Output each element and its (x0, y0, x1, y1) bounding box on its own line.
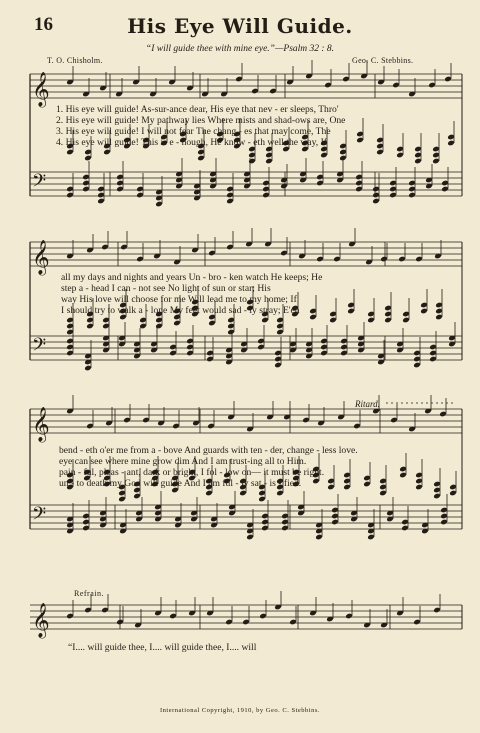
hymn-title: His Eye Will Guide. (127, 14, 353, 38)
scripture-epigraph: “I will guide thee with mine eye.”—Psalm 32 : 8. (145, 44, 335, 54)
lyricist-credit: T. O. Chisholm. (47, 56, 103, 65)
lyric-line: pain - ful, pleas - ant, dark or bright, I fol - low on— it must be right. (59, 467, 325, 478)
lyric-line: I should try to walk a - lone My feet would sad - ly stray; E'en (61, 305, 300, 316)
page-number: 16 (34, 14, 53, 35)
lyric-line: un - to death my God will guide And I am ful - ly sat - is - fied. (59, 478, 302, 489)
ritard-marking: Ritard. (355, 399, 380, 409)
treble-clef-icon: 𝄞 (32, 603, 50, 638)
composer-credit: Geo. C. Stebbins. (352, 56, 414, 65)
refrain-label: Refrain. (74, 589, 104, 598)
lyric-line: 3. His eye will guide! I will not fear The chang - es that may come, The (56, 126, 331, 137)
bass-clef-icon: 𝄢 (32, 171, 47, 196)
lyric-line: 4. His eye will guide! This is e - nough, He know - eth well the way, If (56, 137, 327, 148)
treble-clef-icon: 𝄞 (32, 240, 50, 275)
lyric-line: step a - head I can - not see No light of sun or star; His (61, 283, 271, 294)
lyric-line: way His love will choose for me Will lead me to my home; If (61, 294, 297, 305)
bass-clef-icon: 𝄢 (32, 335, 47, 360)
lyric-line: 1. His eye will guide! As-sur-ance dear, His eye that nev - er sleeps, Thro' (56, 104, 339, 115)
lyric-line: all my days and nights and years Un - bro - ken watch He keeps; He (61, 272, 323, 283)
lyric-line: eye can see where mine grow dim And I am trust-ing all to Him. (59, 456, 307, 467)
lyric-line: “I.... will guide thee, I.... will guide thee, I.... will (68, 642, 257, 653)
treble-clef-icon: 𝄞 (32, 407, 50, 442)
treble-clef-icon: 𝄞 (32, 72, 50, 107)
bass-clef-icon: 𝄢 (32, 504, 47, 529)
copyright-notice: International Copyright, 1910, by Geo. C. Stebbins. (159, 707, 320, 714)
lyric-line: bend - eth o'er me from a - bove And guards with ten - der, change - less love. (59, 445, 358, 456)
lyric-line: 2. His eye will guide! My pathway lies Where mists and shad-ows are, One (56, 115, 346, 126)
